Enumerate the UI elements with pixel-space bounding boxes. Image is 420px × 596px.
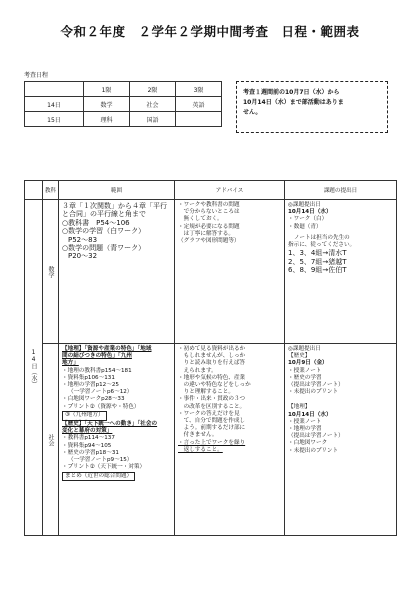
advice-line: りと読み取りを行えば答 — [178, 360, 246, 367]
subject-cell — [43, 200, 59, 344]
submit-line: ・ワーク（白） — [288, 216, 328, 223]
advice-line: （グラフや図形問題等） — [178, 238, 240, 245]
schedule-row — [25, 112, 222, 127]
schedule-header-cell: 3限 — [176, 82, 222, 97]
range-line: と合同」の平行線と角まで — [62, 210, 146, 219]
exam-date: 14日（水） — [30, 348, 37, 387]
range-heading: 変化と幕府の対策」 — [62, 428, 113, 435]
advice-line: ・ワークの答えだけを見 — [178, 410, 240, 417]
range-line: ・白地図ワークp28～33 — [62, 396, 125, 403]
range-line: ○教科書 P54～106 — [62, 218, 130, 227]
advice-line: ・事件・出来・貫政の３つ — [178, 396, 246, 403]
submit-line: ◎課題提出日 — [288, 346, 321, 352]
club-notice — [236, 81, 388, 133]
range-heading: 間の結びつきの特色」「九州 — [62, 353, 132, 360]
schedule-cell: 英語 — [176, 97, 222, 112]
advice-line: りと理解すること。 — [178, 389, 234, 396]
main-header-cell: 課題の提出日 — [285, 181, 397, 200]
submit-line: （提出は学習ノート） — [288, 433, 344, 440]
range-line: ・地理の学習p12～25 — [62, 382, 119, 389]
range-heading: 地方」 — [62, 360, 79, 367]
schedule-header-cell: 2限 — [130, 82, 176, 97]
range-line: ・資料集p106～131 — [62, 374, 115, 381]
main-header-cell: 教科 — [43, 181, 59, 200]
submit-line: ・授業ノート — [288, 418, 322, 425]
advice-line: で分からないところは — [178, 209, 240, 216]
subject-social: 社会 — [47, 433, 54, 446]
advice-line: て、自分で問題を作成し — [178, 418, 246, 425]
advice-line: ・地形や気候の特色、産業 — [178, 374, 246, 381]
submit-line: ・歴史の学習 — [288, 374, 322, 381]
range-line: ○数学の問題（青ワーク） — [62, 244, 146, 253]
submit-line: ・数廻（青） — [288, 223, 322, 230]
range-line: ３章「１次関数」から４章「平行 — [62, 202, 167, 210]
schedule-label: 考査日程 — [24, 72, 49, 79]
schedule-header-cell: 1限 — [84, 82, 130, 97]
range-line: （一学習ノートp9～15） — [68, 457, 133, 464]
main-header-cell: アドバイス — [175, 181, 285, 200]
advice-line: の改革を区別すること。 — [178, 403, 246, 410]
advice-line: ・定規が必要になる問題 — [178, 223, 240, 230]
advice-line: 付きません。 — [178, 432, 218, 439]
schedule-header-row — [25, 82, 222, 97]
exam-date-cell — [25, 200, 43, 536]
math-row — [25, 200, 397, 344]
social-row — [25, 344, 397, 536]
social-advice — [175, 344, 285, 536]
schedule-cell: 国語 — [130, 112, 176, 127]
social-range — [59, 344, 175, 536]
range-line: ○数学の学習（白ワーク） — [62, 227, 146, 236]
submit-line: ・地理の学習 — [288, 426, 322, 433]
submit-line: 1、3、4組→清水T — [288, 249, 347, 258]
schedule-cell: 15日 — [25, 112, 84, 127]
submit-date: 10月9日（金） — [288, 360, 328, 367]
submit-line: 6、8、9組→佐伯T — [288, 266, 347, 275]
advice-line: の違いや特色などをしっか — [178, 382, 251, 389]
page-title: 令和２年度 ２学年２学期中間考査 日程・範囲表 — [60, 24, 360, 39]
submit-line: 【歴史】 — [288, 353, 311, 360]
advice-line: 返しすること。 — [178, 446, 223, 453]
range-line: まとめ（近世の総合問題） — [62, 472, 135, 481]
schedule-cell: 14日 — [25, 97, 84, 112]
schedule-table — [24, 81, 222, 127]
submit-line: ・未提出のプリント — [288, 447, 339, 454]
range-heading: 【地理】「資源や産業の特色」「地域 — [62, 346, 152, 352]
advice-line: えられます。 — [178, 367, 217, 374]
main-header-cell — [25, 181, 43, 200]
range-line: ・地理の教科書p154～181 — [62, 367, 132, 374]
range-line: ・歴史の学習p18～31 — [62, 449, 119, 456]
submit-line: ・未提出のプリント — [288, 389, 339, 396]
range-heading: 【歴史】「天下統一への動き」「社会の — [62, 421, 158, 428]
subject-cell — [43, 344, 59, 536]
schedule-cell: 数学 — [84, 97, 130, 112]
subject-math: 数学 — [47, 265, 54, 278]
math-advice — [175, 200, 285, 344]
submit-line: ◎課題提出日 — [288, 202, 321, 208]
submit-line: ・授業ノート — [288, 367, 322, 374]
schedule-header-cell — [25, 82, 84, 97]
submit-line: ノートは担当の先生の — [294, 234, 350, 241]
advice-line: 無くしておく。 — [178, 216, 223, 223]
range-line: ・資料集p94～105 — [62, 442, 112, 449]
notice-line: 考査１週間前の10月7日（水）から — [243, 89, 340, 96]
main-header-cell: 範囲 — [59, 181, 175, 200]
social-submit — [285, 344, 397, 536]
math-submit — [285, 200, 397, 344]
notice-line: せん。 — [243, 109, 262, 116]
exam-range-table — [24, 180, 397, 536]
schedule-row — [25, 97, 222, 112]
advice-line: もしれませんが、しっか — [178, 353, 246, 360]
range-line: ・プリント②（資源や・特色） — [62, 403, 140, 410]
advice-line: ・言った上でワークを繰り — [178, 439, 246, 446]
submit-line: 【地理】 — [288, 404, 311, 411]
range-line: P52～83 — [68, 235, 98, 244]
range-line: （一学習ノートp6～12） — [68, 389, 133, 396]
main-header-row — [25, 181, 397, 200]
schedule-cell: 社会 — [130, 97, 176, 112]
submit-line: 2、5、7組→猪越T — [288, 257, 347, 266]
submit-date: 10月14日（水） — [288, 411, 332, 418]
advice-line: ・ワークや教科書の問題 — [178, 202, 240, 208]
submit-line: （提出は学習ノート） — [288, 382, 344, 389]
advice-line: ・初めて見る資料が出るか — [178, 346, 246, 352]
submit-line: ・白地図ワーク — [288, 440, 328, 447]
range-line: ・プリント②（天下統一・対策） — [62, 464, 146, 471]
submit-line: 指示に、従ってください。 — [288, 242, 356, 249]
notice-line: 10月14日（水）まで部活動はありま — [243, 99, 344, 106]
range-line: ③（九州地方） — [62, 411, 107, 420]
schedule-cell — [176, 112, 222, 127]
range-line: P20～32 — [68, 252, 98, 261]
advice-line: よう。前期するだけ部に — [178, 425, 246, 432]
submit-date: 10月14日（水） — [288, 209, 332, 216]
advice-line: は丁寧に解答する。 — [178, 230, 234, 237]
schedule-cell: 理科 — [84, 112, 130, 127]
range-line: ・教科書p114～137 — [62, 435, 115, 442]
math-range — [59, 200, 175, 344]
